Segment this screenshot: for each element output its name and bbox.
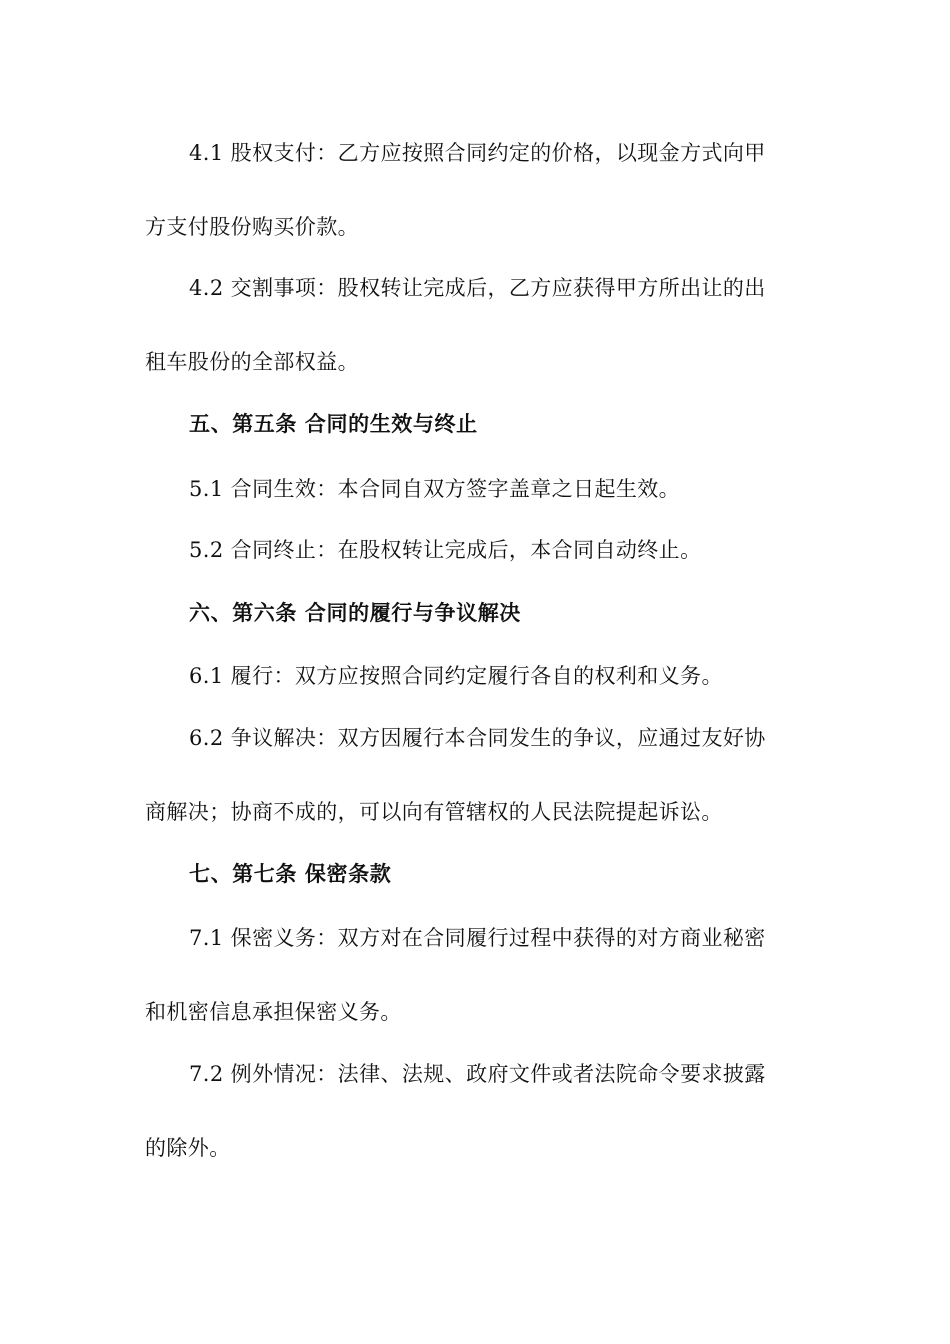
- clause-4-1-line-1: 4.1 股权支付：乙方应按照合同约定的价格，以现金方式向甲: [189, 141, 766, 165]
- clause-4-2-line-1: 4.2 交割事项：股权转让完成后，乙方应获得甲方所出让的出: [189, 276, 766, 300]
- clause-7-2-line-2: 的除外。: [145, 1136, 231, 1160]
- clause-7-1-line-2: 和机密信息承担保密义务。: [145, 1000, 402, 1024]
- clause-6-2-line-2: 商解决；协商不成的，可以向有管辖权的人民法院提起诉讼。: [145, 800, 723, 824]
- clause-6-1: 6.1 履行：双方应按照合同约定履行各自的权利和义务。: [189, 664, 723, 688]
- clause-7-2-line-1: 7.2 例外情况：法律、法规、政府文件或者法院命令要求披露: [189, 1062, 766, 1086]
- section-6-heading: 六、第六条 合同的履行与争议解决: [189, 600, 521, 625]
- section-5-heading: 五、第五条 合同的生效与终止: [189, 411, 478, 436]
- clause-4-2-line-2: 租车股份的全部权益。: [145, 350, 359, 374]
- clause-5-2: 5.2 合同终止：在股权转让完成后，本合同自动终止。: [189, 538, 702, 562]
- clause-6-2-line-1: 6.2 争议解决：双方因履行本合同发生的争议，应通过友好协: [189, 726, 766, 750]
- clause-5-1: 5.1 合同生效：本合同自双方签字盖章之日起生效。: [189, 477, 681, 501]
- clause-4-1-line-2: 方支付股份购买价款。: [145, 215, 359, 239]
- clause-7-1-line-1: 7.1 保密义务：双方对在合同履行过程中获得的对方商业秘密: [189, 926, 766, 950]
- section-7-heading: 七、第七条 保密条款: [189, 861, 392, 886]
